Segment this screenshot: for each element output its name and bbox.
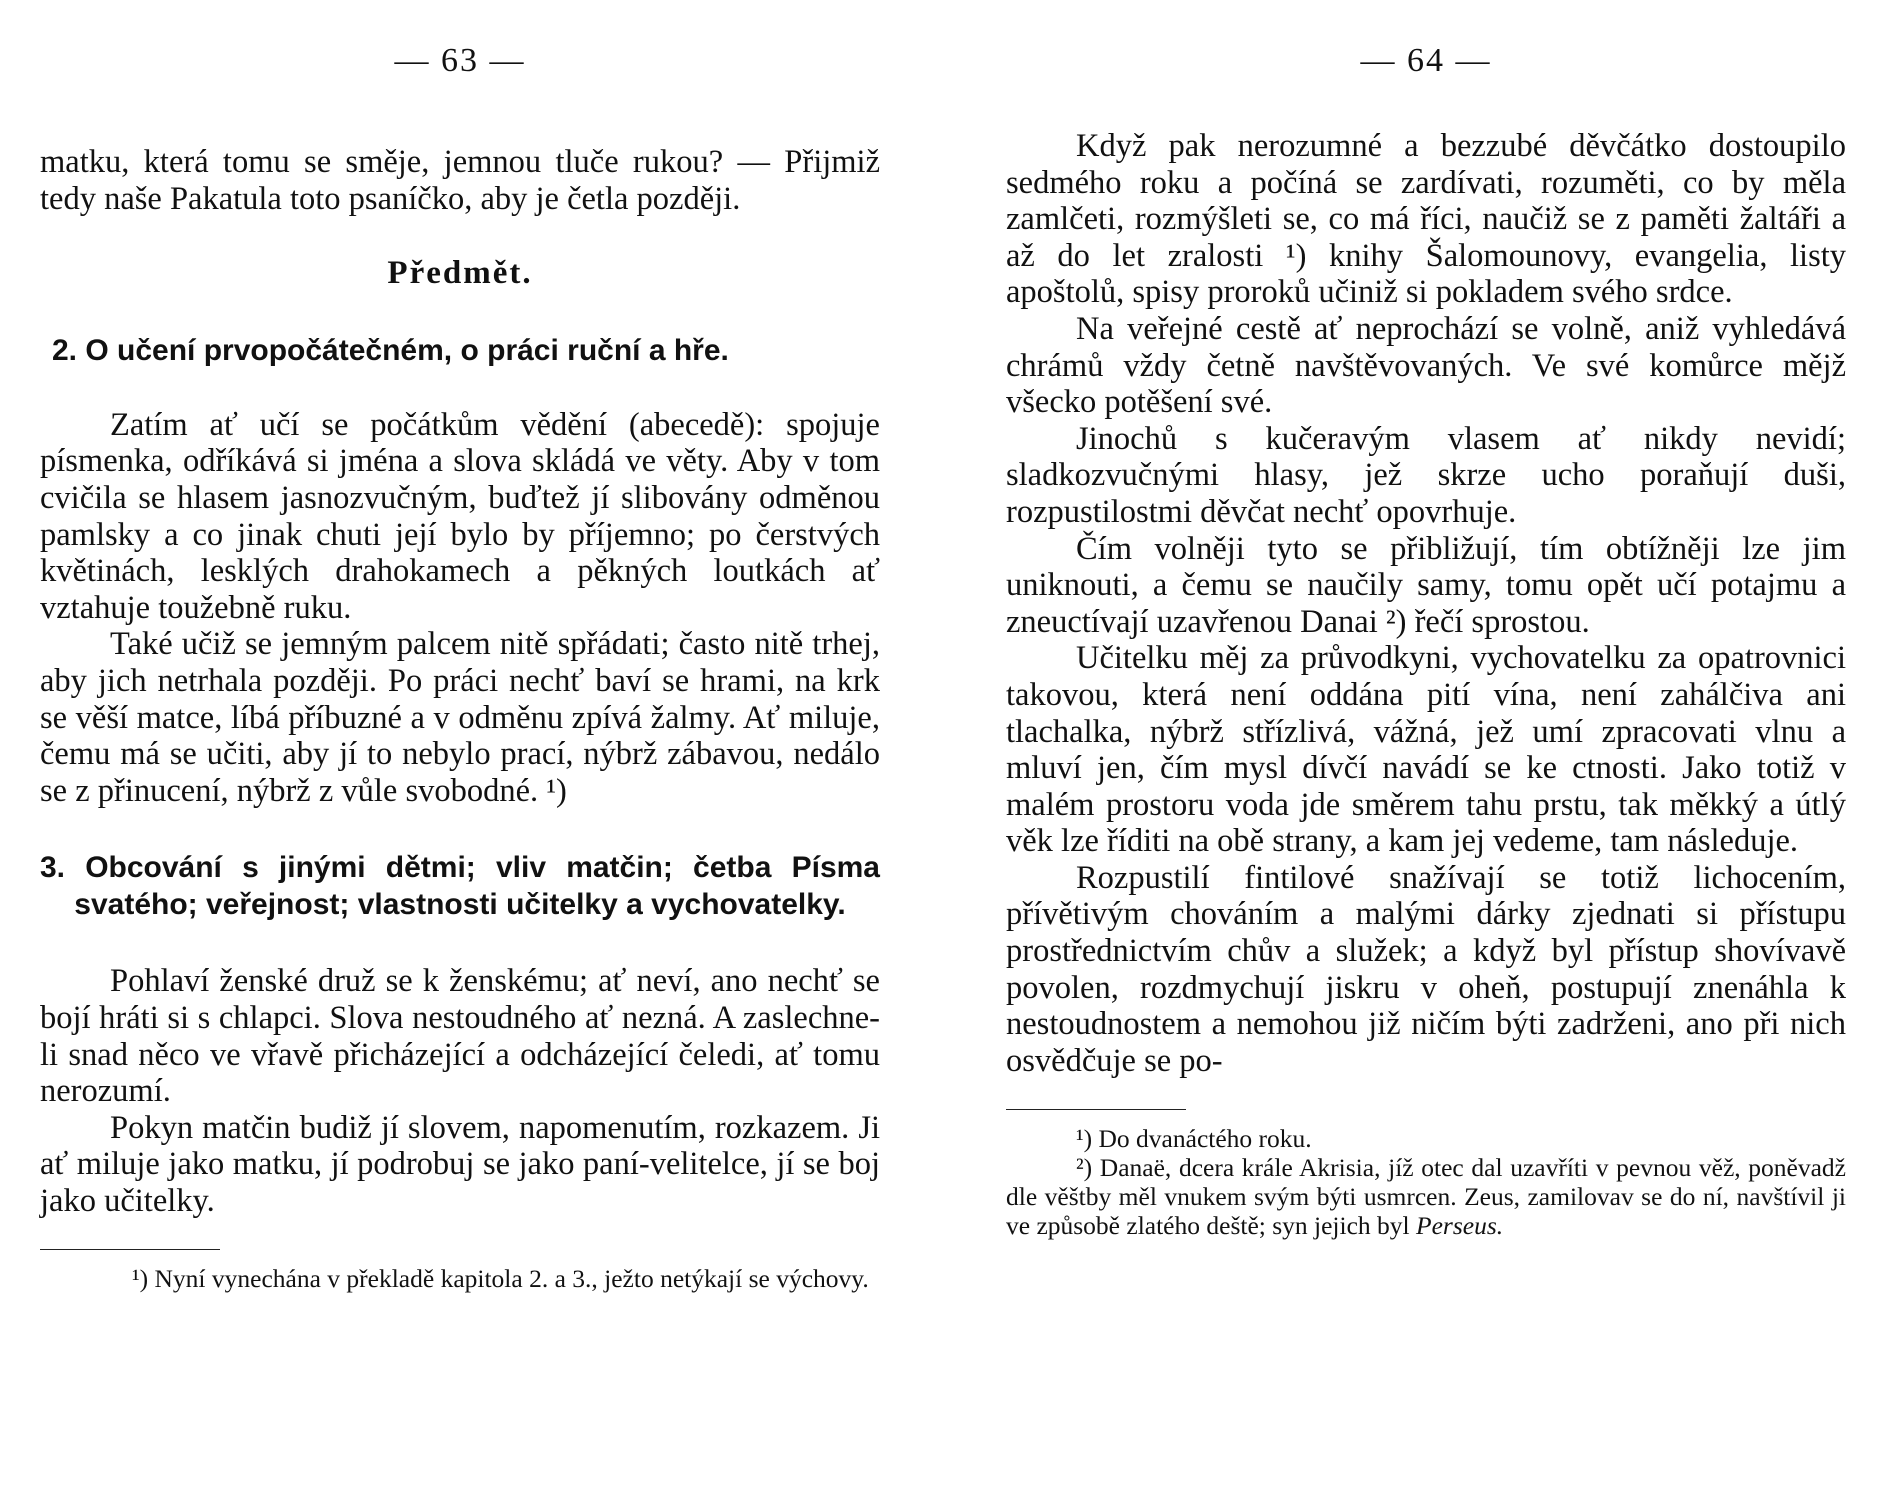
paragraph: Učitelku měj za průvodkyni, vychovatelku za opatrovnici takovou, která není oddána pití vína, není zahálčiva ani tlachalka, nýbrž střízlivá, vážná, jež umí zpracovati vlnu a mluví jen, čím mysl dívčí navádí se ke ctnosti. Jako totiž v malém prostoru voda jde směrem tahu prstu, tak měkký a útlý věk lze říditi na obě strany, a kam jej vedeme, tam následuje. [1006,640,1846,860]
paragraph-text: Čím volněji tyto se přibližují, tím obtížněji lze jim uniknouti, a čemu se naučily samy, tomu opět učí potajmu a zneuctívají uzavřenou Danai [1006,530,1846,640]
footnote-divider [40,1249,220,1250]
footnote-text: ²) Danaë, dcera krále Akrisia, jíž otec dal uzavříti v pevnou věž, poněvadž dle věštby měl vnukem svým býti usmrcen. Zeus, zamilovav se do ní, navštívil ji ve způsobě zlatého deště; syn jejich byl [1006,1153,1846,1241]
footnote: ¹) Nyní vynechána v překladě kapitola 2. a 3., ježto netýkají se výchovy. [132,1264,869,1294]
paragraph: matku, která tomu se směje, jemnou tluče rukou? — Přijmiž tedy naše Pakatula toto psaníčko, aby je četla později. [40,144,880,217]
paragraph: Rozpustilí fintilové snažívají se totiž lichocením, přívětivým chováním a malými dárky zjednati si přístupu prostřednictvím chův a služek; a když byl přístup shovívavě povolen, rozdmychují jiskru v oheň, postupují znenáhla k nestoudnostem a nemohou již ničím býti zadrženi, ano při nich osvědčuje se po- [1006,859,1846,1079]
paragraph: Jinochů s kučeravým vlasem ať nikdy nevidí; sladkozvučnými hlasy, jež skrze ucho poraňují duši, rozpustilostmi děvčat nechť opovrhuje. [1006,420,1846,530]
footnote-reference: ¹) [546,772,567,809]
paragraph: Pokyn matčin budiž jí slovem, napomenutím, rozkazem. Ji ať miluje jako matku, jí podrobuj se jako paní-velitelce, jí se boj jako učitelky. [40,1109,880,1219]
footnote [1006,1153,1846,1240]
left-page [40,0,880,1293]
section-heading: 2. O učení prvopočátečném, o práci ruční a hře. [52,333,729,367]
paragraph: Zatím ať učí se počátkům vědění (abecedě): spojuje písmenka, odříkává si jména a slova skládá ve věty. Aby v tom cvičila se hlasem jasnozvučným, buďtež jí slibovány odměnou pamlsky a co jinak chuti její bylo by příjemno; po čerstvých květinách, lesklých drahokamech a pěkných loutkách ať vztahuje toužebně ruku. [40,406,880,626]
paragraph-text: řečí sprostou. [1414,603,1590,640]
paragraph: Pohlaví ženské druž se k ženskému; ať neví, ano nechť se bojí hráti si s chlapci. Slova nestoudného ať nezná. A zaslechne-li snad něco ve vřavě přicházející a odcházející čeledi, ať tomu nerozumí. [40,963,880,1110]
footnotes [40,1264,880,1293]
footnote-italic-name: Perseus. [1416,1211,1504,1241]
paragraph-text: Také učiž se jemným palcem nitě spřádati; často nitě trhej, aby jich netrhala později. Po práci nechť baví se hrami, na krk se věší matce, líbá příbuzné a v odměnu zpívá žalmy. Ať miluje, čemu má se učiti, aby jí to nebylo prací, nýbrž zábavou, nedálo se z přinucení, nýbrž z vůle svobodné. [40,626,880,809]
footnote-divider [1006,1109,1186,1110]
footnote-reference: ²) [1385,603,1407,640]
right-page-body [1006,128,1846,1240]
footnote-reference: ¹) [1285,237,1307,274]
paragraph: Na veřejné cestě ať neprochází se volně, aniž vyhledává chrámů vždy četně navštěvovaných. Ve své komůrce mějž všecko potěšení své. [1006,310,1846,421]
section-heading: 3. Obcování s jinými dětmi; vliv matčin; četba Písma svatého; veřejnost; vlastnosti učitelky a vychovatelky. [40,851,880,922]
paragraph [1006,128,1846,311]
chapter-title: Předmět. [387,255,533,292]
paragraph-text: Když pak nerozumné a bezzubé děvčátko dostoupilo sedmého roku a počíná se zardívati, rozuměti, co by měla zamlčeti, rozmýšleti se, co má říci, naučiž se z paměti žaltáři a až do let zralosti [1006,128,1846,274]
left-page-body [40,144,880,1293]
page-number: — 63 — [394,42,526,79]
footnote: ¹) Do dvanáctého roku. [1076,1124,1312,1154]
page-number: — 64 — [1360,42,1492,79]
paragraph [40,626,880,809]
paragraph [1006,531,1846,641]
paragraph-text: knihy Šalomounovy, evangelia, listy apoštolů, spisy proroků učiniž si pokladem svého srdce. [1006,237,1847,311]
footnotes [1006,1124,1846,1240]
right-page [1006,0,1846,1240]
